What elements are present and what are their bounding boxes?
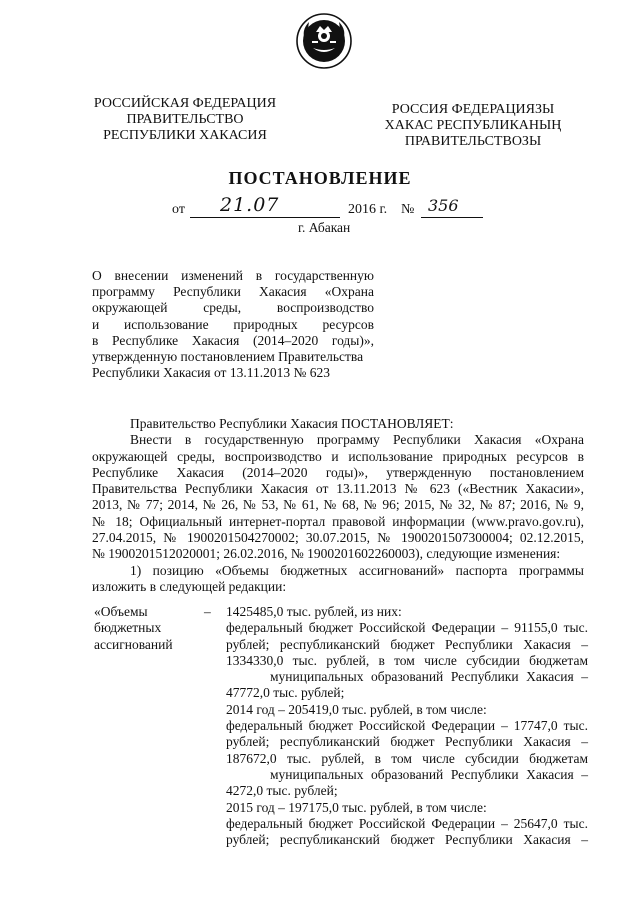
- number-label: №: [401, 202, 415, 217]
- coat-of-arms-emblem: [295, 12, 353, 70]
- table-value-line: 47772,0 тыс. рублей;: [226, 685, 345, 701]
- table-label-line: ассигнований: [94, 636, 173, 652]
- document-title: ПОСТАНОВЛЕНИЕ: [228, 168, 412, 188]
- subject-line: и использование природных ресурсов: [92, 316, 374, 332]
- table-value-line: 2014 год – 205419,0 тыс. рублей, в том числе:: [226, 701, 487, 717]
- paragraph-line: 27.04.2015, № 1900201504270002; 30.07.2015, № 1900201507300004; 02.12.2015,: [92, 530, 584, 546]
- table-value-line: рублей; республиканский бюджет Республики Хакасия –: [226, 636, 588, 652]
- paragraph-line: 1) позицию «Объемы бюджетных ассигнований» паспорта программы: [130, 562, 584, 578]
- table-value-line: муниципальных образований Республики Хакасия –: [270, 669, 588, 685]
- table-value-line: 2015 год – 197175,0 тыс. рублей, в том числе:: [226, 799, 487, 815]
- date-number-line: [172, 194, 492, 220]
- table-value-line: рублей; республиканский бюджет Республики Хакасия –: [226, 734, 588, 750]
- main-paragraph: [92, 432, 584, 562]
- header-left-block: [80, 96, 290, 144]
- subject-line: утвержденную постановлением Правительства: [92, 349, 364, 365]
- table-value-line: 4272,0 тыс. рублей;: [226, 783, 338, 799]
- handwritten-date: 21.07: [220, 194, 280, 216]
- date-year: 2016 г.: [348, 202, 388, 217]
- paragraph-line: изложить в следующей редакции:: [92, 578, 287, 594]
- paragraph-line: 2013, № 77; 2014, № 26, № 53, № 61, № 68, № 96; 2015, № 32, № 87; 2016, № 9,: [92, 497, 584, 513]
- table-label-line: «Объемы: [94, 604, 148, 619]
- resolves-paragraph: Правительство Республики Хакасия ПОСТАНОВЛЯЕТ:: [130, 416, 454, 431]
- document-body: [92, 416, 584, 595]
- header-right-line: ПРАВИТЕЛЬСТВОЗЫ: [404, 134, 542, 149]
- table-dash: –: [204, 604, 211, 619]
- number-underline: [421, 217, 483, 218]
- item-1-paragraph: [92, 563, 584, 596]
- table-label-line: бюджетных: [94, 620, 162, 636]
- subject-line: в Республике Хакасия (2014–2020 годы)»,: [92, 332, 374, 348]
- header-right-block: [368, 102, 578, 150]
- subject-line: Республики Хакасия от 13.11.2013 № 623: [92, 365, 330, 381]
- header-right-line: ХАКАС РЕСПУБЛИКАНЫҢ: [384, 118, 562, 133]
- table-label: [94, 604, 204, 653]
- handwritten-number: 356: [428, 196, 459, 215]
- table-value-line: муниципальных образований Республики Хакасия –: [270, 766, 588, 782]
- paragraph-line: Республике Хакасия (2014–2020 годы)», утвержденную постановлением: [92, 464, 584, 480]
- date-prefix: от: [172, 202, 185, 217]
- header-right-line: РОССИЯ ФЕДЕРАЦИЯЗЫ: [391, 102, 555, 117]
- paragraph-line: Внести в государственную программу Республики Хакасия «Охрана: [130, 432, 584, 448]
- header-left-line: ПРАВИТЕЛЬСТВО: [126, 112, 244, 127]
- subject-line: О внесении изменений в государственную: [92, 268, 374, 283]
- subject-line: программу Республики Хакасия «Охрана: [92, 284, 374, 300]
- table-value-line: федеральный бюджет Российской Федерации – 25647,0 тыс.: [226, 815, 588, 831]
- header-left-line: РЕСПУБЛИКИ ХАКАСИЯ: [103, 128, 267, 143]
- table-value-line: 1425485,0 тыс. рублей, из них:: [226, 604, 402, 619]
- table-value: [226, 604, 588, 848]
- table-value-line: федеральный бюджет Российской Федерации – 91155,0 тыс.: [226, 620, 588, 636]
- paragraph-line: № 1900201512020001; 26.02.2016, № 1900201602260003), следующие изменения:: [92, 546, 561, 562]
- subject-line: окружающей среды, воспроизводство: [92, 300, 374, 316]
- paragraph-line: № 18; Официальный интернет-портал правовой информации (www.pravo.gov.ru),: [92, 513, 584, 529]
- city-label: г. Абакан: [298, 220, 351, 235]
- date-underline: [190, 217, 340, 218]
- table-value-line: федеральный бюджет Российской Федерации – 17747,0 тыс.: [226, 718, 588, 734]
- table-value-line: рублей; республиканский бюджет Республики Хакасия –: [226, 832, 588, 848]
- paragraph-line: Правительства Республики Хакасия от 13.11.2013 № 623 («Вестник Хакасии»,: [92, 481, 584, 497]
- table-value-line: 1334330,0 тыс. рублей, в том числе субсидии бюджетам: [226, 652, 588, 668]
- header-left-line: РОССИЙСКАЯ ФЕДЕРАЦИЯ: [93, 96, 277, 111]
- paragraph-line: окружающей среды, воспроизводство и использование природных ресурсов в: [92, 448, 584, 464]
- table-value-line: 187672,0 тыс. рублей, в том числе субсидии бюджетам: [226, 750, 588, 766]
- subject-block: [92, 268, 374, 381]
